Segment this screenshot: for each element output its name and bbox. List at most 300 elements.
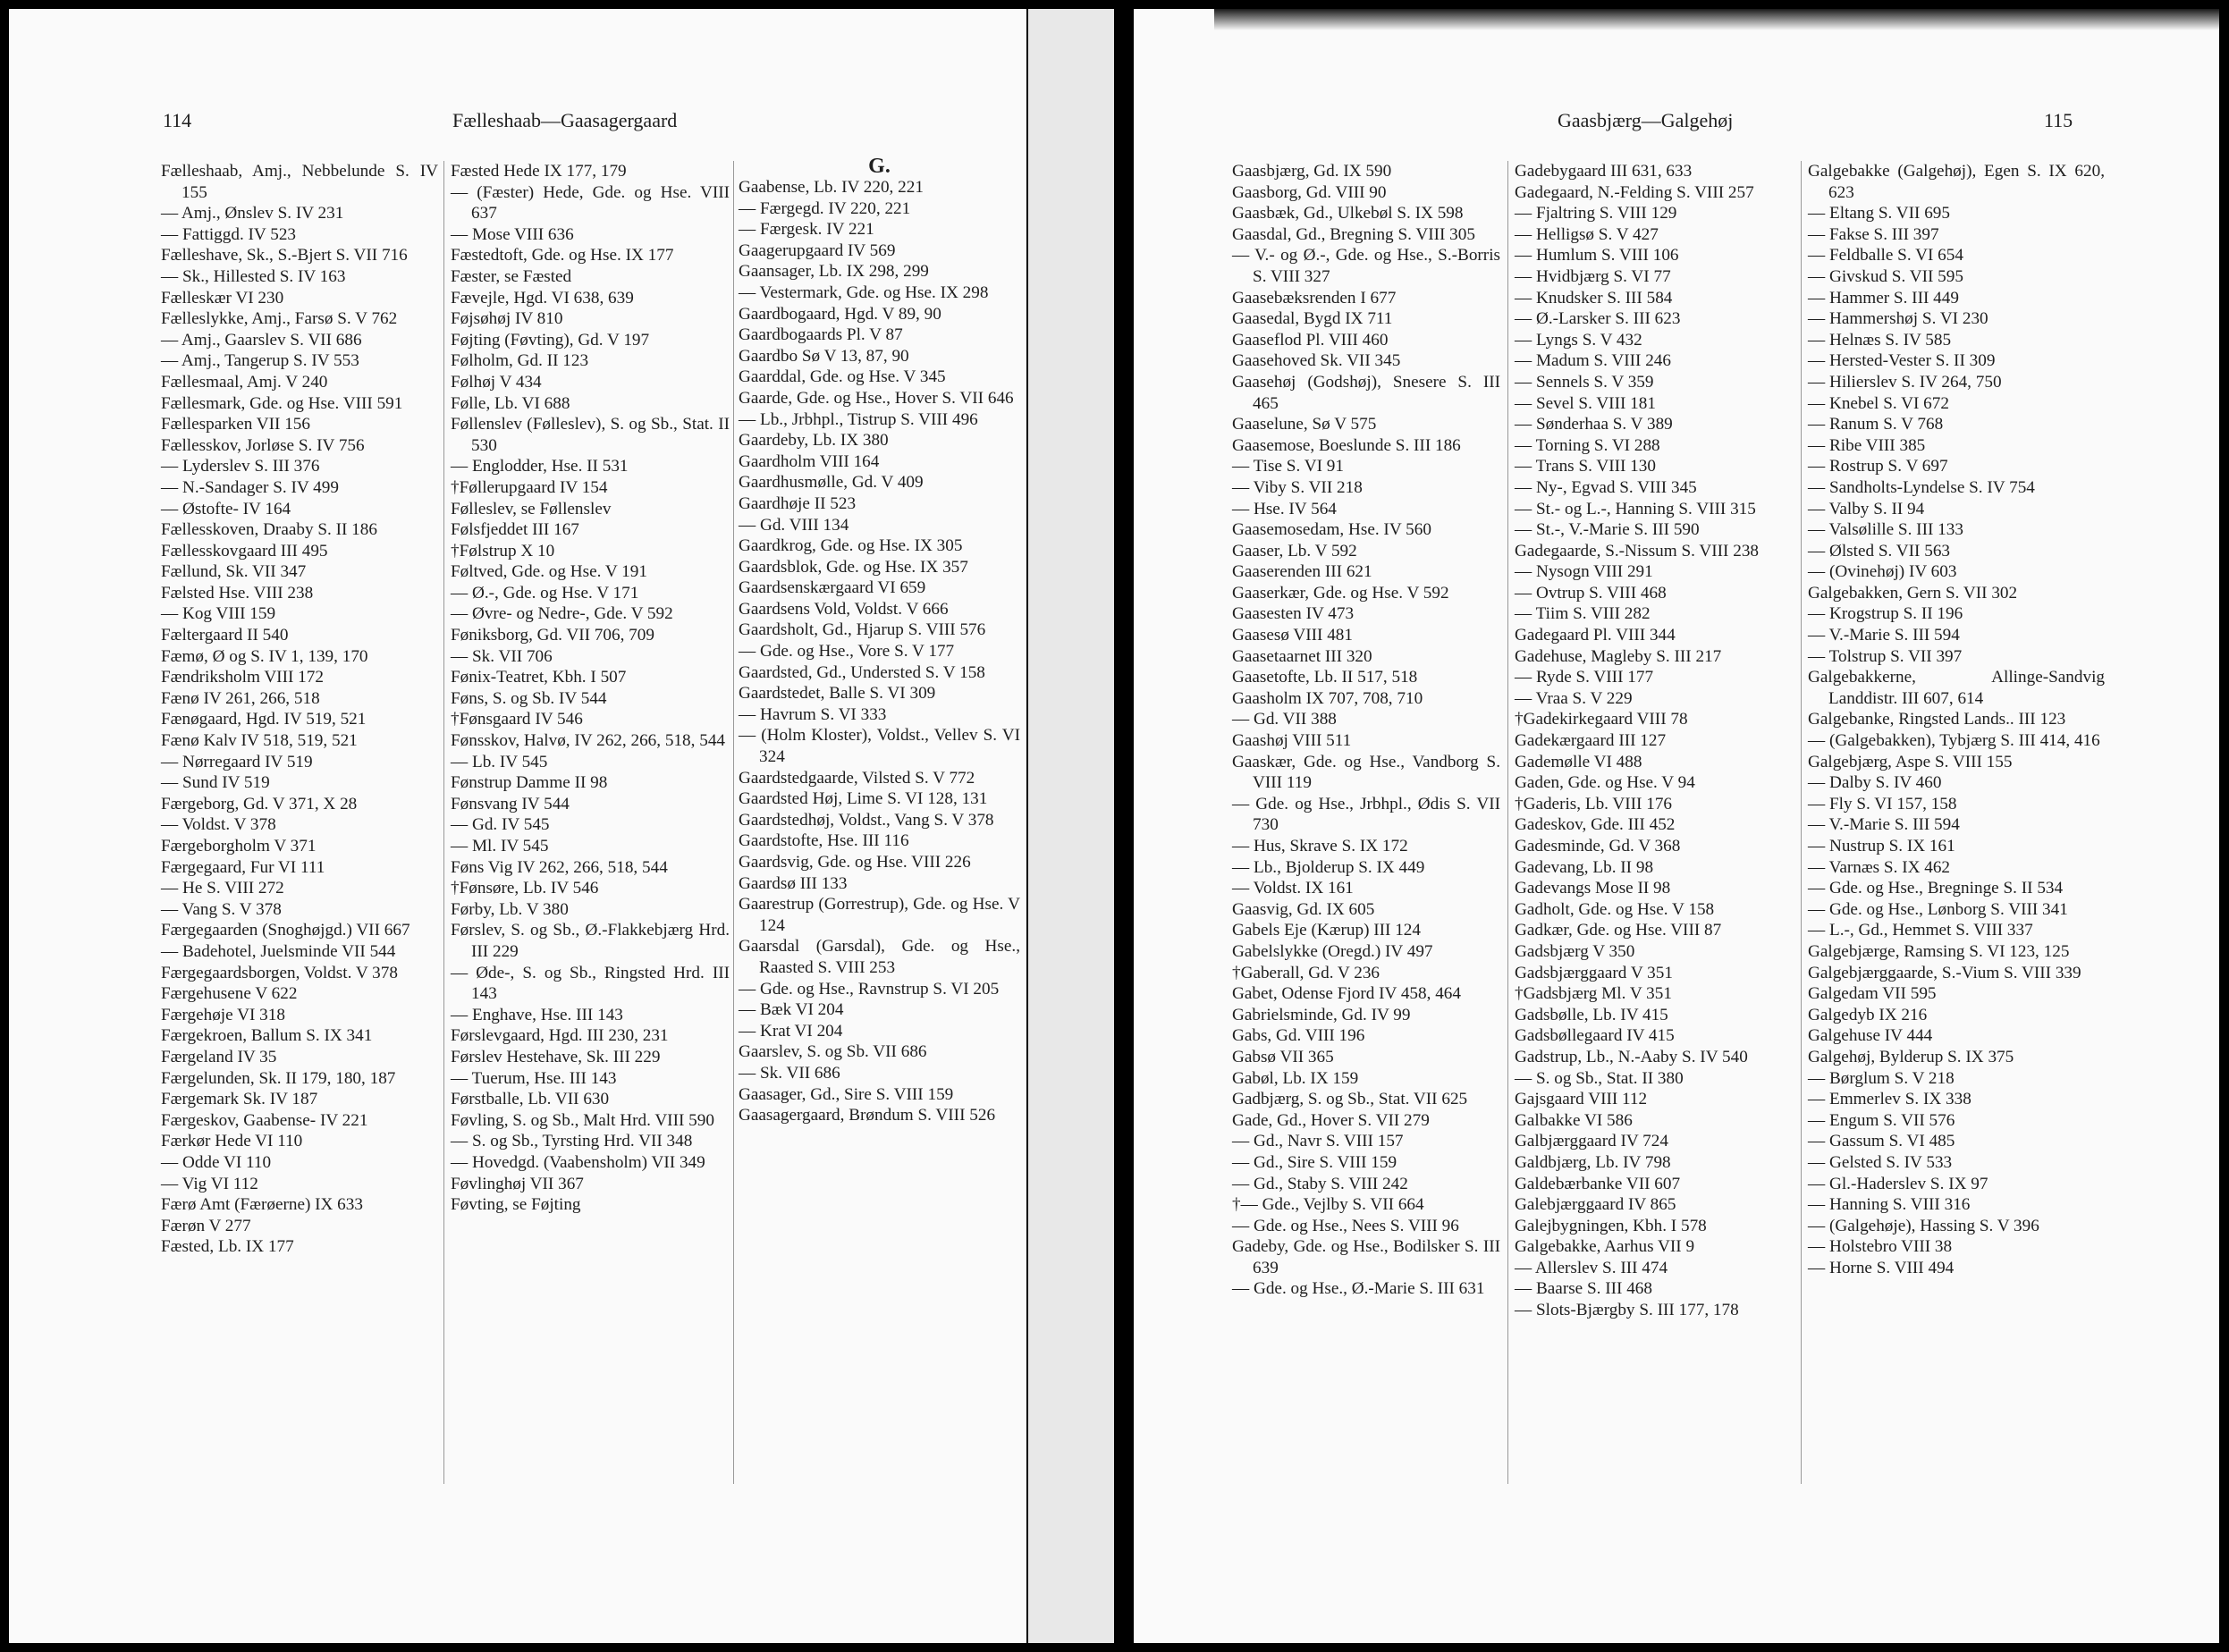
index-entry: Galbjærggaard IV 724	[1515, 1132, 1668, 1151]
index-entry: — Sk. VII 706	[451, 646, 553, 666]
index-entry: — Ølsted S. VII 563	[1808, 541, 1951, 560]
left-page-number: 114	[163, 109, 192, 131]
index-entry: Galgebakkerne, Allinge-Sandvig Landdistr. III 607, 614	[1808, 668, 2105, 708]
index-entry: Færgelunden, Sk. II 179, 180, 187	[161, 1068, 396, 1088]
index-entry: — Færgegd. IV 220, 221	[739, 198, 911, 218]
index-entry: — Gde. og Hse., Vore S. V 177	[739, 642, 955, 662]
index-entry: Følholm, Gd. II 123	[451, 351, 589, 371]
index-entry: †Fønsøre, Lb. IV 546	[451, 879, 599, 898]
index-entry: Fævejle, Hgd. VI 638, 639	[451, 288, 634, 308]
index-entry: Gaden, Gde. og Hse. V 94	[1515, 773, 1695, 793]
page-gutter	[1028, 9, 1114, 1643]
index-entry: — Hammershøj S. VI 230	[1808, 309, 1988, 329]
index-entry: Gaasetaarnet III 320	[1232, 646, 1372, 666]
index-entry: Gaardbogaards Pl. V 87	[739, 325, 903, 345]
index-entry: — Hanning S. VIII 316	[1808, 1195, 1971, 1215]
index-entry: — Ø.-Larsker S. III 623	[1515, 309, 1681, 329]
index-entry: — Dalby S. IV 460	[1808, 773, 1942, 793]
index-entry: — Baarse S. III 468	[1515, 1279, 1652, 1299]
index-entry: Førslev, S. og Sb., Ø.-Flakkebjærg Hrd. III 229	[451, 921, 730, 961]
index-entry: Færgeborgholm V 371	[161, 837, 317, 856]
index-entry: — Trans S. VIII 130	[1515, 457, 1656, 476]
index-entry: Gaardstedhøj, Voldst., Vang S. V 378	[739, 810, 994, 830]
index-entry: Føjting (Føvting), Gd. V 197	[451, 330, 650, 350]
index-entry: Fælleslykke, Amj., Farsø S. V 762	[161, 309, 398, 329]
index-entry: Færgeskov, Gaabense- IV 221	[161, 1110, 368, 1130]
index-entry: Gaarslev, S. og Sb. VII 686	[739, 1042, 927, 1062]
index-entry: Gaansager, Lb. IX 298, 299	[739, 262, 929, 282]
index-entry: — Enghave, Hse. III 143	[451, 1005, 623, 1024]
index-entry: — Gelsted S. IV 533	[1808, 1152, 1953, 1172]
index-entry: — Nysogn VIII 291	[1515, 562, 1653, 582]
index-entry: Gabsø VII 365	[1232, 1047, 1334, 1066]
left-page	[9, 9, 1026, 1643]
index-entry: — Sennels S. V 359	[1515, 372, 1654, 392]
index-entry: — S. og Sb., Stat. II 380	[1515, 1068, 1684, 1088]
index-entry: Gadevang, Lb. II 98	[1515, 857, 1654, 877]
index-entry: Gabs, Gd. VIII 196	[1232, 1026, 1365, 1046]
index-entry: Gadegaard, N.-Felding S. VIII 257	[1515, 182, 1754, 202]
index-entry: †Gadekirkegaard VIII 78	[1515, 710, 1688, 729]
index-entry: — Sk. VII 686	[739, 1063, 840, 1083]
index-entry: Fællund, Sk. VII 347	[161, 562, 307, 582]
index-entry: Føvting, se Føjting	[451, 1195, 581, 1215]
index-entry: Fælleshaab, Amj., Nebbelunde S. IV 155	[161, 162, 438, 202]
index-entry: Galgedam VII 595	[1808, 984, 1937, 1004]
index-entry: — Gde. og Hse., Lønborg S. VIII 341	[1808, 899, 2068, 919]
index-entry: — Gassum S. VI 485	[1808, 1132, 1955, 1151]
index-entry: Galgehuse IV 444	[1808, 1026, 1933, 1046]
index-entry: Gadsbøllegaard IV 415	[1515, 1026, 1675, 1046]
index-entry: — (Galgehøje), Hassing S. V 396	[1808, 1216, 2039, 1235]
index-entry: — Gd., Staby S. VIII 242	[1232, 1174, 1408, 1193]
index-entry: — Mose VIII 636	[451, 224, 574, 244]
index-entry: Gaarsdal (Garsdal), Gde. og Hse., Raasted S. VIII 253	[739, 937, 1020, 977]
index-entry: Gaasehoved Sk. VII 345	[1232, 351, 1401, 371]
index-entry: †Gadsbjærg Ml. V 351	[1515, 984, 1672, 1004]
column-divider	[443, 161, 444, 1484]
index-entry: Gadsbjærg V 350	[1515, 941, 1635, 961]
index-entry: — Fattiggd. IV 523	[161, 224, 297, 244]
index-entry: Galdbjærg, Lb. IV 798	[1515, 1152, 1671, 1172]
index-entry: Galgehøj, Bylderup S. IX 375	[1808, 1047, 2014, 1066]
index-entry: — Odde VI 110	[161, 1152, 272, 1172]
index-entry: — Vang S. V 378	[161, 899, 282, 919]
index-entry: Galgebakken, Gern S. VII 302	[1808, 583, 2018, 603]
index-entry: Færøn V 277	[161, 1216, 251, 1235]
index-entry: Følle, Lb. VI 688	[451, 393, 570, 413]
index-entry: Fælsted Hse. VIII 238	[161, 583, 314, 603]
index-entry: Fællesskoven, Draaby S. II 186	[161, 520, 377, 540]
index-entry: Fænø IV 261, 266, 518	[161, 688, 320, 708]
index-entry: Fønsskov, Halvø, IV 262, 266, 518, 544	[451, 731, 726, 751]
index-entry: Gaaseflod Pl. VIII 460	[1232, 330, 1389, 350]
index-entry: Gaardsvig, Gde. og Hse. VIII 226	[739, 853, 971, 872]
index-entry: — Englodder, Hse. II 531	[451, 457, 629, 476]
index-entry: — Torning S. VI 288	[1515, 435, 1660, 455]
index-entry: Gaarde, Gde. og Hse., Hover S. VII 646	[739, 388, 1014, 408]
index-entry: Førstballe, Lb. VII 630	[451, 1090, 610, 1109]
index-entry: — Sevel S. VIII 181	[1515, 393, 1656, 413]
index-entry: — Amj., Tangerup S. IV 553	[161, 351, 359, 371]
right-running-head: Gaasbjærg—Galgehøj	[1558, 109, 1734, 131]
index-entry: — Engum S. VII 576	[1808, 1110, 1955, 1130]
index-entry: — Færgesk. IV 221	[739, 220, 874, 240]
index-entry: Gaabense, Lb. IV 220, 221	[739, 178, 924, 197]
index-entry: Fællesmaal, Amj. V 240	[161, 372, 328, 392]
index-entry: Galgebjærggaarde, S.-Vium S. VIII 339	[1808, 963, 2081, 982]
index-entry: Gadebygaard III 631, 633	[1515, 162, 1693, 181]
index-entry: — V.-Marie S. III 594	[1808, 626, 1960, 645]
index-entry: Fændriksholm VIII 172	[161, 668, 324, 687]
index-entry: — Tiim S. VIII 282	[1515, 604, 1651, 624]
index-entry: Fæltergaard II 540	[161, 626, 289, 645]
index-entry: — Gd. VIII 134	[739, 515, 849, 535]
index-entry: Gaardbo Sø V 13, 87, 90	[739, 346, 909, 366]
index-entry: Gaardsholt, Gd., Hjarup S. VIII 576	[739, 620, 986, 640]
index-entry: — N.-Sandager S. IV 499	[161, 477, 339, 497]
index-entry: Fæmø, Ø og S. IV 1, 139, 170	[161, 646, 368, 666]
index-entry: — Sund IV 519	[161, 773, 270, 793]
index-entry: Gaasagergaard, Brøndum S. VIII 526	[739, 1106, 996, 1125]
index-entry: Gaaserenden III 621	[1232, 562, 1372, 582]
index-entry: — Tuerum, Hse. III 143	[451, 1068, 617, 1088]
index-entry: — Viby S. VII 218	[1232, 477, 1363, 497]
index-entry: — Varnæs S. IX 462	[1808, 857, 1951, 877]
index-entry: Gademølle VI 488	[1515, 752, 1642, 771]
index-entry: — Nørregaard IV 519	[161, 752, 313, 771]
index-entry: — Holstebro VIII 38	[1808, 1237, 1953, 1257]
index-entry: Gadekærgaard III 127	[1515, 731, 1667, 751]
index-entry: Gaardeby, Lb. IX 380	[739, 431, 889, 451]
index-entry: — Amj., Gaarslev S. VII 686	[161, 330, 362, 350]
index-entry: — Rostrup S. V 697	[1808, 457, 1948, 476]
index-entry: — Øvre- og Nedre-, Gde. V 592	[451, 604, 673, 624]
index-entry: Gaardsblok, Gde. og Hse. IX 357	[739, 557, 968, 577]
right-index-column-3	[1808, 161, 2105, 1278]
index-entry: Gadesminde, Gd. V 368	[1515, 837, 1681, 856]
index-entry: — Fly S. VI 157, 158	[1808, 794, 1957, 813]
index-entry: Fælleskær VI 230	[161, 288, 284, 308]
index-entry: Gadevangs Mose II 98	[1515, 879, 1671, 898]
index-entry: Gabels Eje (Kærup) III 124	[1232, 921, 1421, 940]
index-entry: — Ny-, Egvad S. VIII 345	[1515, 477, 1697, 497]
index-entry: Følleslev, se Føllenslev	[451, 499, 612, 518]
right-index-column-1	[1232, 161, 1500, 1300]
index-entry: Gadkær, Gde. og Hse. VIII 87	[1515, 921, 1722, 940]
index-entry: — V.-Marie S. III 594	[1808, 815, 1960, 835]
index-entry: Følsfjeddet III 167	[451, 520, 579, 540]
index-entry: — Allerslev S. III 474	[1515, 1258, 1668, 1277]
index-entry: Gadeskov, Gde. III 452	[1515, 815, 1676, 835]
index-entry: — Slots-Bjærgby S. III 177, 178	[1515, 1301, 1739, 1320]
index-entry: — Vig VI 112	[161, 1174, 258, 1193]
index-entry: Føltved, Gde. og Hse. V 191	[451, 562, 647, 582]
index-entry: Gaardsted, Gd., Understed S. V 158	[739, 662, 985, 682]
index-entry: — Feldballe S. VI 654	[1808, 246, 1963, 266]
index-entry: Gaardhusmølle, Gd. V 409	[739, 473, 924, 493]
index-entry: Føvlinghøj VII 367	[451, 1174, 584, 1193]
index-entry: — Sk., Hillested S. IV 163	[161, 266, 346, 286]
index-entry: Færgehusene V 622	[161, 984, 298, 1004]
index-entry: Fænø Kalv IV 518, 519, 521	[161, 731, 358, 751]
index-entry: Gadsbjærggaard V 351	[1515, 963, 1673, 982]
index-entry: Gaagerupgaard IV 569	[739, 240, 896, 260]
index-entry: Gaardhøje II 523	[739, 493, 857, 513]
index-entry: Gade, Gd., Hover S. VII 279	[1232, 1110, 1430, 1130]
left-index-column-2	[451, 161, 730, 1216]
index-entry: — Hammer S. III 449	[1808, 288, 1959, 308]
index-entry: Føniksborg, Gd. VII 706, 709	[451, 626, 654, 645]
index-entry: — Hse. IV 564	[1232, 499, 1337, 518]
index-entry: †Gaberall, Gd. V 236	[1232, 963, 1380, 982]
index-entry: — Gd. IV 545	[451, 815, 550, 835]
index-entry: Færgehøje VI 318	[161, 1005, 285, 1024]
index-entry: — Ø.-, Gde. og Hse. V 171	[451, 583, 639, 603]
index-entry: — Gde. og Hse., Ravnstrup S. VI 205	[739, 979, 1000, 999]
index-entry: — Bæk VI 204	[739, 1000, 844, 1020]
index-entry: Gabelslykke (Oregd.) IV 497	[1232, 941, 1433, 961]
section-letter: G.	[868, 155, 891, 178]
index-entry: †Føllerupgaard IV 154	[451, 477, 608, 497]
index-entry: Gaasesø VIII 481	[1232, 626, 1353, 645]
index-entry: — Gde. og Hse., Ø.-Marie S. III 631	[1232, 1279, 1485, 1299]
column-divider	[1801, 161, 1802, 1484]
index-entry: Førslevgaard, Hgd. III 230, 231	[451, 1026, 669, 1046]
index-entry: Fællesskovgaard III 495	[161, 541, 328, 560]
index-entry: Færgegaardsborgen, Voldst. V 378	[161, 963, 398, 982]
left-running-head: Fælleshaab—Gaasagergaard	[452, 109, 678, 131]
index-entry: Færø Amt (Færøerne) IX 633	[161, 1195, 363, 1215]
index-entry: Gaasemose, Boeslunde S. III 186	[1232, 435, 1461, 455]
index-entry: Gadegaard Pl. VIII 344	[1515, 626, 1676, 645]
index-entry: — Nustrup S. IX 161	[1808, 837, 1955, 856]
index-entry: — Helnæs S. IV 585	[1808, 330, 1952, 350]
index-entry: — Lyngs S. V 432	[1515, 330, 1642, 350]
index-entry: Gadbjærg, S. og Sb., Stat. VII 625	[1232, 1090, 1468, 1109]
index-entry: — Lb., Jrbhpl., Tistrup S. VIII 496	[739, 409, 978, 429]
index-entry: Gaardholm VIII 164	[739, 451, 880, 471]
right-index-column-2	[1515, 161, 1795, 1321]
index-entry: Gabet, Odense Fjord IV 458, 464	[1232, 984, 1461, 1004]
index-entry: — S. og Sb., Tyrsting Hrd. VII 348	[451, 1132, 693, 1151]
index-entry: Færgekroen, Ballum S. IX 341	[161, 1026, 373, 1046]
index-entry: Føllenslev (Følleslev), S. og Sb., Stat. II 530	[451, 415, 730, 455]
index-entry: Gadehuse, Magleby S. III 217	[1515, 646, 1722, 666]
index-entry: Færkør Hede VI 110	[161, 1132, 303, 1151]
index-entry: Gaardstedet, Balle S. VI 309	[739, 684, 936, 704]
index-entry: Gaardstofte, Hse. III 116	[739, 831, 909, 851]
index-entry: — Vraa S. V 229	[1515, 688, 1633, 708]
left-index-column-1	[161, 161, 438, 1258]
index-entry: — Knudsker S. III 584	[1515, 288, 1673, 308]
right-page-number: 115	[2044, 109, 2073, 131]
index-entry: Gadstrup, Lb., N.-Aaby S. IV 540	[1515, 1047, 1748, 1066]
index-entry: — Tolstrup S. VII 397	[1808, 646, 1963, 666]
index-entry: Gaardsted Høj, Lime S. VI 128, 131	[739, 789, 988, 809]
index-entry: Gaasvig, Gd. IX 605	[1232, 899, 1375, 919]
index-entry: Gadholt, Gde. og Hse. V 158	[1515, 899, 1715, 919]
index-entry: †— Gde., Vejlby S. VII 664	[1232, 1195, 1424, 1215]
index-entry: Føns Vig IV 262, 266, 518, 544	[451, 857, 668, 877]
index-entry: Færgegaard, Fur VI 111	[161, 857, 325, 877]
column-divider	[733, 161, 734, 1484]
index-entry: — Vestermark, Gde. og Hse. IX 298	[739, 282, 989, 302]
index-entry: Fællesparken VII 156	[161, 415, 310, 434]
index-entry: — Tise S. VI 91	[1232, 457, 1344, 476]
index-entry: Færgeland IV 35	[161, 1047, 277, 1066]
index-entry: Gaasholm IX 707, 708, 710	[1232, 688, 1423, 708]
index-entry: — Hus, Skrave S. IX 172	[1232, 837, 1408, 856]
index-entry: — Ryde S. VIII 177	[1515, 668, 1654, 687]
index-entry: Fæstedtoft, Gde. og Hse. IX 177	[451, 246, 674, 266]
index-entry: — Østofte- IV 164	[161, 499, 291, 518]
index-entry: — Gd., Navr S. VIII 157	[1232, 1132, 1404, 1151]
index-entry: — Ovtrup S. VIII 468	[1515, 583, 1667, 603]
index-entry: — Ranum S. V 768	[1808, 415, 1944, 434]
index-entry: — Ml. IV 545	[451, 837, 549, 856]
index-entry: — He S. VIII 272	[161, 879, 284, 898]
index-entry: Førslev Hestehave, Sk. III 229	[451, 1047, 661, 1066]
index-entry: Gajsgaard VIII 112	[1515, 1090, 1648, 1109]
index-entry: Fællesmark, Gde. og Hse. VIII 591	[161, 393, 403, 413]
index-entry: Gaasbjærg, Gd. IX 590	[1232, 162, 1392, 181]
index-entry: Færgeborg, Gd. V 371, X 28	[161, 794, 358, 813]
index-entry: — Gd. VII 388	[1232, 710, 1337, 729]
index-entry: — Fakse S. III 397	[1808, 224, 1939, 244]
index-entry: Galebjærggaard IV 865	[1515, 1195, 1676, 1215]
index-entry: Gaarestrup (Gorrestrup), Gde. og Hse. V 124	[739, 895, 1020, 935]
index-entry: Gaashøj VIII 511	[1232, 731, 1352, 751]
index-entry: Gaasetofte, Lb. II 517, 518	[1232, 668, 1418, 687]
index-entry: Galgebjærg, Aspe S. VIII 155	[1808, 752, 2013, 771]
index-entry: — Gde. og Hse., Jrbhpl., Ødis S. VII 730	[1232, 794, 1500, 835]
index-entry: Fænøgaard, Hgd. IV 519, 521	[161, 710, 367, 729]
index-entry: Fønix-Teatret, Kbh. I 507	[451, 668, 627, 687]
index-entry: Gadegaarde, S.-Nissum S. VIII 238	[1515, 541, 1760, 560]
index-entry: Følhøj V 434	[451, 372, 542, 392]
index-entry: — Hersted-Vester S. II 309	[1808, 351, 1996, 371]
index-entry: Gaasdal, Gd., Bregning S. VIII 305	[1232, 224, 1475, 244]
index-entry: Gaardkrog, Gde. og Hse. IX 305	[739, 536, 963, 556]
index-entry: — Krat VI 204	[739, 1021, 843, 1041]
index-entry: Gaaskær, Gde. og Hse., Vandborg S. VIII 119	[1232, 752, 1500, 793]
index-entry: — Lb. IV 545	[451, 752, 548, 771]
index-entry: Gaasborg, Gd. VIII 90	[1232, 182, 1387, 202]
index-entry: — Horne S. VIII 494	[1808, 1258, 1955, 1277]
index-entry: Gaasedal, Bygd IX 711	[1232, 309, 1393, 329]
index-entry: — (Fæster) Hede, Gde. og Hse. VIII 637	[451, 182, 730, 223]
index-entry: Gadeby, Gde. og Hse., Bodilsker S. III 639	[1232, 1237, 1500, 1277]
left-index-column-3	[739, 155, 1020, 1126]
index-entry: Førby, Lb. V 380	[451, 899, 569, 919]
index-entry: — Ribe VIII 385	[1808, 435, 1926, 455]
index-entry: Føjsøhøj IV 810	[451, 309, 563, 329]
index-entry: Galgebakke (Galgehøj), Egen S. IX 620, 623	[1808, 162, 2105, 202]
index-entry: Fønstrup Damme II 98	[451, 773, 608, 793]
index-entry: Gaasesten IV 473	[1232, 604, 1355, 624]
index-entry: Gaardsenskærgaard VI 659	[739, 578, 926, 598]
index-entry: — Fjaltring S. VIII 129	[1515, 204, 1677, 223]
index-entry: — Knebel S. VI 672	[1808, 393, 1949, 413]
index-entry: — Eltang S. VII 695	[1808, 204, 1950, 223]
index-entry: Færgegaarden (Snoghøjgd.) VII 667	[161, 921, 410, 940]
index-entry: Fælleshave, Sk., S.-Bjert S. VII 716	[161, 246, 408, 266]
index-entry: — Voldst. IX 161	[1232, 879, 1354, 898]
index-entry: — Havrum S. VI 333	[739, 704, 887, 724]
index-entry: †Fønsgaard IV 546	[451, 710, 583, 729]
index-entry: Fæsted, Lb. IX 177	[161, 1237, 294, 1257]
index-entry: Gaaser, Lb. V 592	[1232, 541, 1357, 560]
index-entry: Føns, S. og Sb. IV 544	[451, 688, 607, 708]
index-entry: Galgedyb IX 216	[1808, 1005, 1928, 1024]
index-entry: — Humlum S. VIII 106	[1515, 246, 1679, 266]
index-entry: Gaaselune, Sø V 575	[1232, 415, 1377, 434]
index-entry: — Lyderslev S. III 376	[161, 457, 320, 476]
index-entry: Gaaserkær, Gde. og Hse. V 592	[1232, 583, 1449, 603]
index-entry: — Voldst. V 378	[161, 815, 276, 835]
index-entry: — Hvidbjærg S. VI 77	[1515, 266, 1671, 286]
index-entry: Gaasbæk, Gd., Ulkebøl S. IX 598	[1232, 204, 1464, 223]
index-entry: — Sandholts-Lyndelse S. IV 754	[1808, 477, 2035, 497]
index-entry: †Følstrup X 10	[451, 541, 555, 560]
index-entry: Galbakke VI 586	[1515, 1110, 1633, 1130]
index-entry: — Krogstrup S. II 196	[1808, 604, 1963, 624]
index-entry: — Kog VIII 159	[161, 604, 276, 624]
index-entry: — Gl.-Haderslev S. IX 97	[1808, 1174, 1988, 1193]
index-entry: — Badehotel, Juelsminde VII 544	[161, 941, 396, 961]
index-entry: Gaasebæksrenden I 677	[1232, 288, 1397, 308]
index-entry: †Gaderis, Lb. VIII 176	[1515, 794, 1673, 813]
index-entry: Gabøl, Lb. IX 159	[1232, 1068, 1359, 1088]
index-entry: Galgebanke, Ringsted Lands.. III 123	[1808, 710, 2066, 729]
index-entry: — Emmerlev S. IX 338	[1808, 1090, 1971, 1109]
index-entry: — Børglum S. V 218	[1808, 1068, 1955, 1088]
index-entry: Gaardstedgaarde, Vilsted S. V 772	[739, 768, 975, 788]
index-entry: Gaardsø III 133	[739, 873, 848, 893]
index-entry: Fønsvang IV 544	[451, 794, 570, 813]
index-entry: — Givskud S. VII 595	[1808, 266, 1963, 286]
index-entry: — Gde. og Hse., Bregninge S. II 534	[1808, 879, 2064, 898]
index-entry: Galgebjærge, Ramsing S. VI 123, 125	[1808, 941, 2070, 961]
index-entry: Fæsted Hede IX 177, 179	[451, 162, 627, 181]
index-entry: Gadsbølle, Lb. IV 415	[1515, 1005, 1668, 1024]
index-entry: Galejbygningen, Kbh. I 578	[1515, 1216, 1707, 1235]
index-entry: — V.- og Ø.-, Gde. og Hse., S.-Borris S. VIII 327	[1232, 246, 1500, 286]
index-entry: — L.-, Gd., Hemmet S. VIII 337	[1808, 921, 2033, 940]
index-entry: Gaasehøj (Godshøj), Snesere S. III 465	[1232, 372, 1500, 413]
index-entry: Fæster, se Fæsted	[451, 266, 572, 286]
index-entry: Færgemark Sk. IV 187	[161, 1090, 318, 1109]
index-entry: Galdebærbanke VII 607	[1515, 1174, 1681, 1193]
index-entry: Gaarddal, Gde. og Hse. V 345	[739, 367, 946, 387]
index-entry: — Hovedgd. (Vaabensholm) VII 349	[451, 1152, 705, 1172]
index-entry: — (Holm Kloster), Voldst., Vellev S. VI 324	[739, 726, 1020, 767]
index-entry: — St.-, V.-Marie S. III 590	[1515, 520, 1700, 540]
index-entry: Gaasemosedam, Hse. IV 560	[1232, 520, 1431, 540]
index-entry: Gabrielsminde, Gd. IV 99	[1232, 1005, 1411, 1024]
index-entry: Fællesskov, Jorløse S. IV 756	[161, 435, 365, 455]
index-entry: — Hilierslev S. IV 264, 750	[1808, 372, 2002, 392]
index-entry: Føvling, S. og Sb., Malt Hrd. VIII 590	[451, 1110, 714, 1130]
index-entry: — Gde. og Hse., Nees S. VIII 96	[1232, 1216, 1459, 1235]
index-entry: Gaasager, Gd., Sire S. VIII 159	[739, 1084, 954, 1104]
right-page	[1134, 9, 2219, 1643]
index-entry: — (Galgebakken), Tybjærg S. III 414, 416	[1808, 731, 2100, 751]
index-entry: — St.- og L.-, Hanning S. VIII 315	[1515, 499, 1756, 518]
index-entry: Gaardsens Vold, Voldst. V 666	[739, 599, 949, 619]
index-entry: — Lb., Bjolderup S. IX 449	[1232, 857, 1425, 877]
